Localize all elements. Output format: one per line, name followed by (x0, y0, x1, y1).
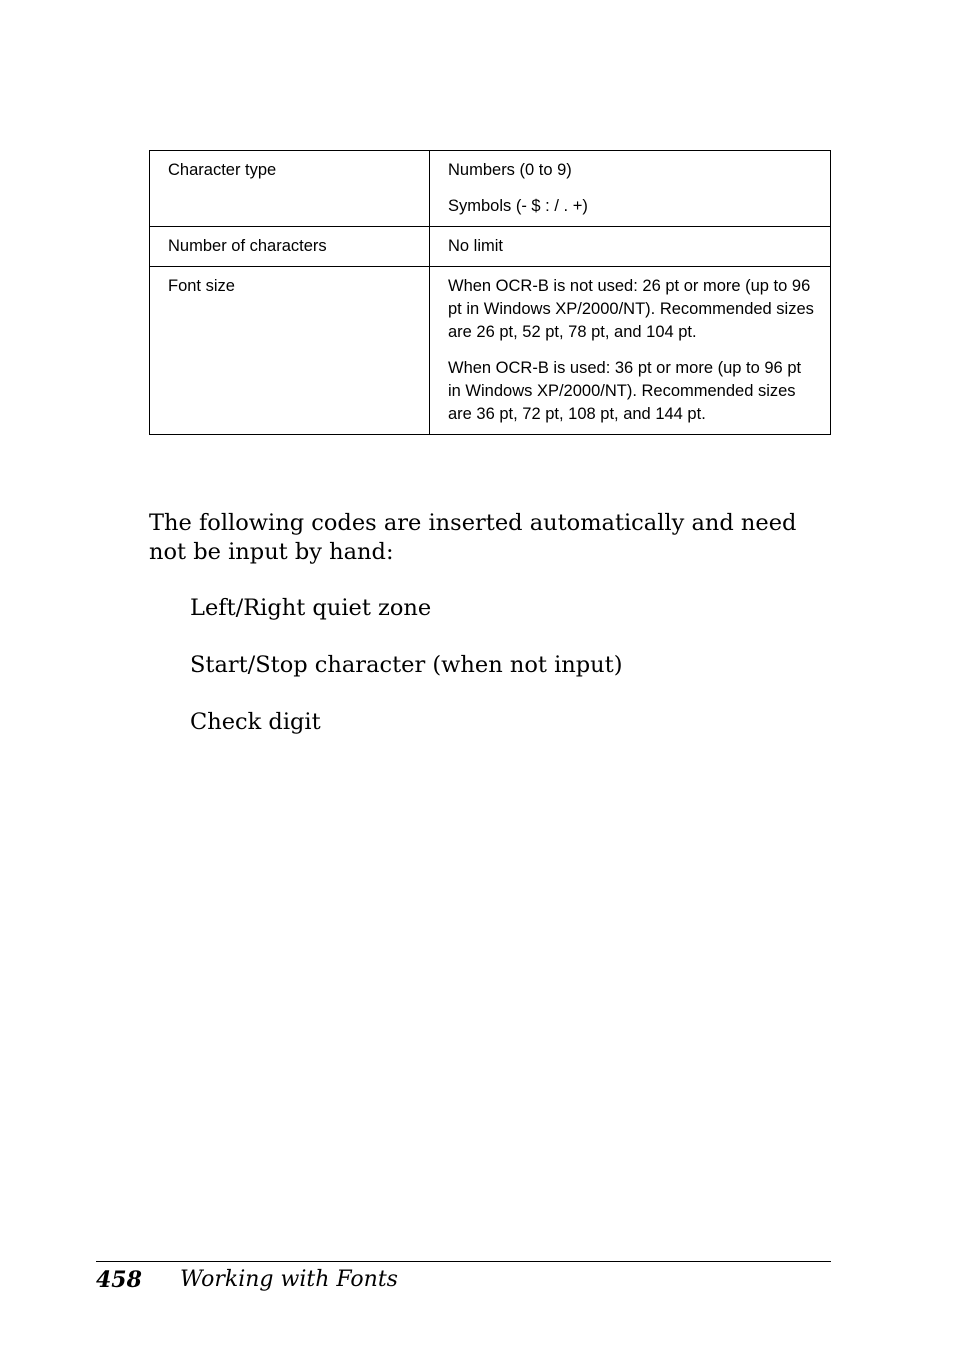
row-label: Font size (150, 267, 430, 435)
list-item: Left/Right quiet zone (190, 595, 432, 621)
value-text: Symbols (- $ : / . +) (448, 197, 588, 215)
page-number: 458 (96, 1267, 142, 1293)
row-label: Number of characters (150, 227, 430, 267)
row-label: Character type (150, 151, 430, 227)
list-item: Check digit (190, 709, 321, 735)
list-item: Start/Stop character (when not input) (190, 652, 623, 678)
table-row (150, 151, 831, 227)
row-value (430, 267, 831, 435)
table-row (150, 267, 831, 435)
row-value (430, 151, 831, 227)
value-text: When OCR-B is not used: 26 pt or more (up to 96 pt in Windows XP/2000/NT). Recommended sizes are 26 pt, 52 pt, 78 pt, and 104 pt. (448, 277, 814, 341)
footer-section-title: Working with Fonts (180, 1267, 398, 1292)
row-value (430, 227, 831, 267)
table-row (150, 227, 831, 267)
intro-paragraph: The following codes are inserted automatically and need not be input by hand: (149, 510, 797, 565)
auto-code-list (190, 594, 622, 765)
value-text: Numbers (0 to 9) (448, 161, 572, 179)
value-text: When OCR-B is used: 36 pt or more (up to 96 pt in Windows XP/2000/NT). Recommended sizes are 36 pt, 72 pt, 108 pt, and 144 pt. (448, 359, 802, 423)
value-text: No limit (448, 237, 504, 255)
footer-divider (96, 1261, 831, 1262)
barcode-spec-table (149, 150, 831, 435)
